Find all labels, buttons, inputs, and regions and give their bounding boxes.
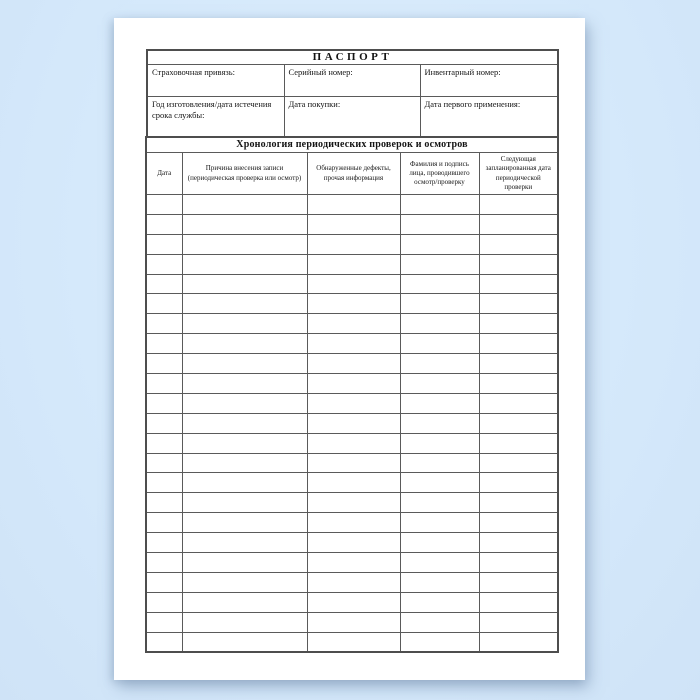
- history-empty-cell: [307, 374, 400, 394]
- history-empty-cell: [400, 473, 479, 493]
- passport-field-label: Серийный номер:: [284, 65, 420, 97]
- history-empty-row: [146, 572, 558, 592]
- history-column-header: Дата: [146, 153, 182, 195]
- passport-title-row: [147, 50, 558, 65]
- history-empty-row: [146, 334, 558, 354]
- history-empty-cell: [182, 374, 307, 394]
- history-empty-cell: [400, 632, 479, 652]
- passport-field-row: [147, 97, 558, 139]
- passport-field-label: Год изготовления/дата истечения срока службы:: [147, 97, 284, 139]
- history-column-header: Причина внесения записи (периодическая проверка или осмотр): [182, 153, 307, 195]
- history-empty-cell: [182, 572, 307, 592]
- history-empty-cell: [479, 413, 558, 433]
- history-empty-row: [146, 214, 558, 234]
- history-empty-cell: [182, 513, 307, 533]
- history-empty-cell: [307, 473, 400, 493]
- history-empty-cell: [307, 354, 400, 374]
- history-table: [145, 136, 559, 653]
- passport-field-label: Дата первого применения:: [420, 97, 558, 139]
- history-empty-cell: [307, 533, 400, 553]
- history-empty-row: [146, 294, 558, 314]
- history-empty-cell: [479, 612, 558, 632]
- history-empty-cell: [400, 294, 479, 314]
- history-empty-cell: [479, 433, 558, 453]
- history-empty-cell: [479, 533, 558, 553]
- history-empty-cell: [182, 294, 307, 314]
- history-empty-cell: [479, 234, 558, 254]
- history-empty-cell: [479, 274, 558, 294]
- passport-field-label: Дата покупки:: [284, 97, 420, 139]
- history-empty-cell: [307, 234, 400, 254]
- history-empty-cell: [182, 533, 307, 553]
- history-empty-cell: [182, 234, 307, 254]
- history-empty-cell: [479, 513, 558, 533]
- history-empty-row: [146, 254, 558, 274]
- history-empty-row: [146, 533, 558, 553]
- history-empty-cell: [182, 354, 307, 374]
- history-empty-cell: [182, 473, 307, 493]
- history-empty-cell: [182, 393, 307, 413]
- history-empty-cell: [400, 195, 479, 215]
- history-empty-cell: [307, 294, 400, 314]
- history-empty-cell: [146, 453, 182, 473]
- history-empty-cell: [400, 572, 479, 592]
- history-header-row: [146, 153, 558, 195]
- history-empty-cell: [400, 334, 479, 354]
- document-page: [114, 18, 585, 680]
- history-empty-cell: [400, 413, 479, 433]
- history-empty-row: [146, 274, 558, 294]
- history-empty-cell: [146, 632, 182, 652]
- history-column-header: Обнаруженные дефекты, прочая информация: [307, 153, 400, 195]
- history-empty-cell: [307, 254, 400, 274]
- history-empty-cell: [146, 374, 182, 394]
- history-empty-row: [146, 553, 558, 573]
- history-empty-cell: [307, 433, 400, 453]
- history-empty-row: [146, 612, 558, 632]
- history-column-header: Следующая запланированная дата периодической проверки: [479, 153, 558, 195]
- history-empty-cell: [479, 453, 558, 473]
- history-empty-row: [146, 632, 558, 652]
- history-empty-cell: [479, 493, 558, 513]
- history-empty-cell: [146, 274, 182, 294]
- history-empty-cell: [400, 592, 479, 612]
- history-empty-cell: [307, 413, 400, 433]
- history-empty-cell: [146, 473, 182, 493]
- history-empty-cell: [479, 632, 558, 652]
- history-empty-cell: [182, 214, 307, 234]
- history-title: Хронология периодических проверок и осмотров: [146, 137, 558, 153]
- history-empty-cell: [400, 553, 479, 573]
- history-empty-cell: [146, 294, 182, 314]
- history-empty-cell: [479, 374, 558, 394]
- passport-title: ПАСПОРТ: [147, 50, 558, 65]
- history-empty-cell: [182, 195, 307, 215]
- history-empty-row: [146, 234, 558, 254]
- history-empty-cell: [479, 553, 558, 573]
- history-empty-cell: [146, 393, 182, 413]
- history-empty-cell: [479, 393, 558, 413]
- history-empty-row: [146, 493, 558, 513]
- history-empty-cell: [479, 214, 558, 234]
- history-empty-cell: [146, 254, 182, 274]
- history-empty-cell: [146, 513, 182, 533]
- history-empty-cell: [400, 374, 479, 394]
- history-empty-cell: [400, 612, 479, 632]
- history-empty-cell: [182, 254, 307, 274]
- history-empty-cell: [146, 533, 182, 553]
- history-empty-cell: [146, 334, 182, 354]
- history-empty-cell: [400, 354, 479, 374]
- passport-field-label: Инвентарный номер:: [420, 65, 558, 97]
- history-empty-cell: [307, 572, 400, 592]
- history-empty-cell: [479, 254, 558, 274]
- history-empty-cell: [400, 234, 479, 254]
- history-empty-cell: [400, 274, 479, 294]
- history-empty-cell: [479, 294, 558, 314]
- history-empty-cell: [307, 612, 400, 632]
- history-empty-cell: [307, 553, 400, 573]
- history-empty-row: [146, 473, 558, 493]
- history-empty-cell: [182, 553, 307, 573]
- history-empty-cell: [479, 572, 558, 592]
- history-empty-cell: [307, 195, 400, 215]
- history-empty-cell: [307, 393, 400, 413]
- history-empty-cell: [146, 195, 182, 215]
- history-empty-cell: [479, 473, 558, 493]
- history-empty-row: [146, 354, 558, 374]
- history-empty-cell: [146, 612, 182, 632]
- history-empty-cell: [146, 234, 182, 254]
- history-empty-cell: [146, 592, 182, 612]
- history-empty-cell: [182, 314, 307, 334]
- history-empty-row: [146, 413, 558, 433]
- history-empty-row: [146, 453, 558, 473]
- history-empty-cell: [182, 632, 307, 652]
- history-empty-cell: [400, 533, 479, 553]
- history-empty-cell: [400, 493, 479, 513]
- history-empty-row: [146, 513, 558, 533]
- history-empty-cell: [307, 314, 400, 334]
- history-empty-row: [146, 592, 558, 612]
- passport-table: [146, 49, 559, 139]
- history-empty-cell: [479, 195, 558, 215]
- history-empty-row: [146, 393, 558, 413]
- history-empty-cell: [307, 493, 400, 513]
- history-empty-cell: [146, 553, 182, 573]
- history-empty-cell: [307, 274, 400, 294]
- history-empty-cell: [146, 493, 182, 513]
- history-empty-cell: [307, 214, 400, 234]
- history-empty-row: [146, 195, 558, 215]
- history-empty-cell: [400, 254, 479, 274]
- history-empty-cell: [307, 632, 400, 652]
- history-empty-cell: [182, 592, 307, 612]
- passport-field-row: [147, 65, 558, 97]
- history-empty-cell: [182, 493, 307, 513]
- history-empty-cell: [182, 274, 307, 294]
- history-empty-cell: [182, 334, 307, 354]
- history-empty-cell: [400, 393, 479, 413]
- history-empty-cell: [400, 453, 479, 473]
- history-empty-cell: [146, 314, 182, 334]
- history-empty-cell: [307, 592, 400, 612]
- history-empty-cell: [400, 314, 479, 334]
- history-title-row: [146, 137, 558, 153]
- history-empty-row: [146, 314, 558, 334]
- history-empty-cell: [400, 513, 479, 533]
- history-empty-cell: [146, 354, 182, 374]
- history-empty-cell: [146, 433, 182, 453]
- history-empty-cell: [182, 612, 307, 632]
- history-empty-cell: [400, 433, 479, 453]
- history-empty-cell: [182, 433, 307, 453]
- history-empty-cell: [479, 314, 558, 334]
- history-empty-row: [146, 433, 558, 453]
- history-empty-cell: [479, 592, 558, 612]
- history-empty-cell: [307, 334, 400, 354]
- history-column-header: Фамилия и подпись лица, проводившего осмотр/проверку: [400, 153, 479, 195]
- history-empty-cell: [400, 214, 479, 234]
- history-empty-cell: [146, 572, 182, 592]
- history-empty-cell: [479, 354, 558, 374]
- history-empty-cell: [479, 334, 558, 354]
- history-empty-cell: [307, 453, 400, 473]
- history-empty-cell: [182, 413, 307, 433]
- history-empty-cell: [146, 413, 182, 433]
- passport-field-label: Страховочная привязь:: [147, 65, 284, 97]
- history-empty-cell: [182, 453, 307, 473]
- history-empty-cell: [146, 214, 182, 234]
- history-empty-row: [146, 374, 558, 394]
- history-empty-cell: [307, 513, 400, 533]
